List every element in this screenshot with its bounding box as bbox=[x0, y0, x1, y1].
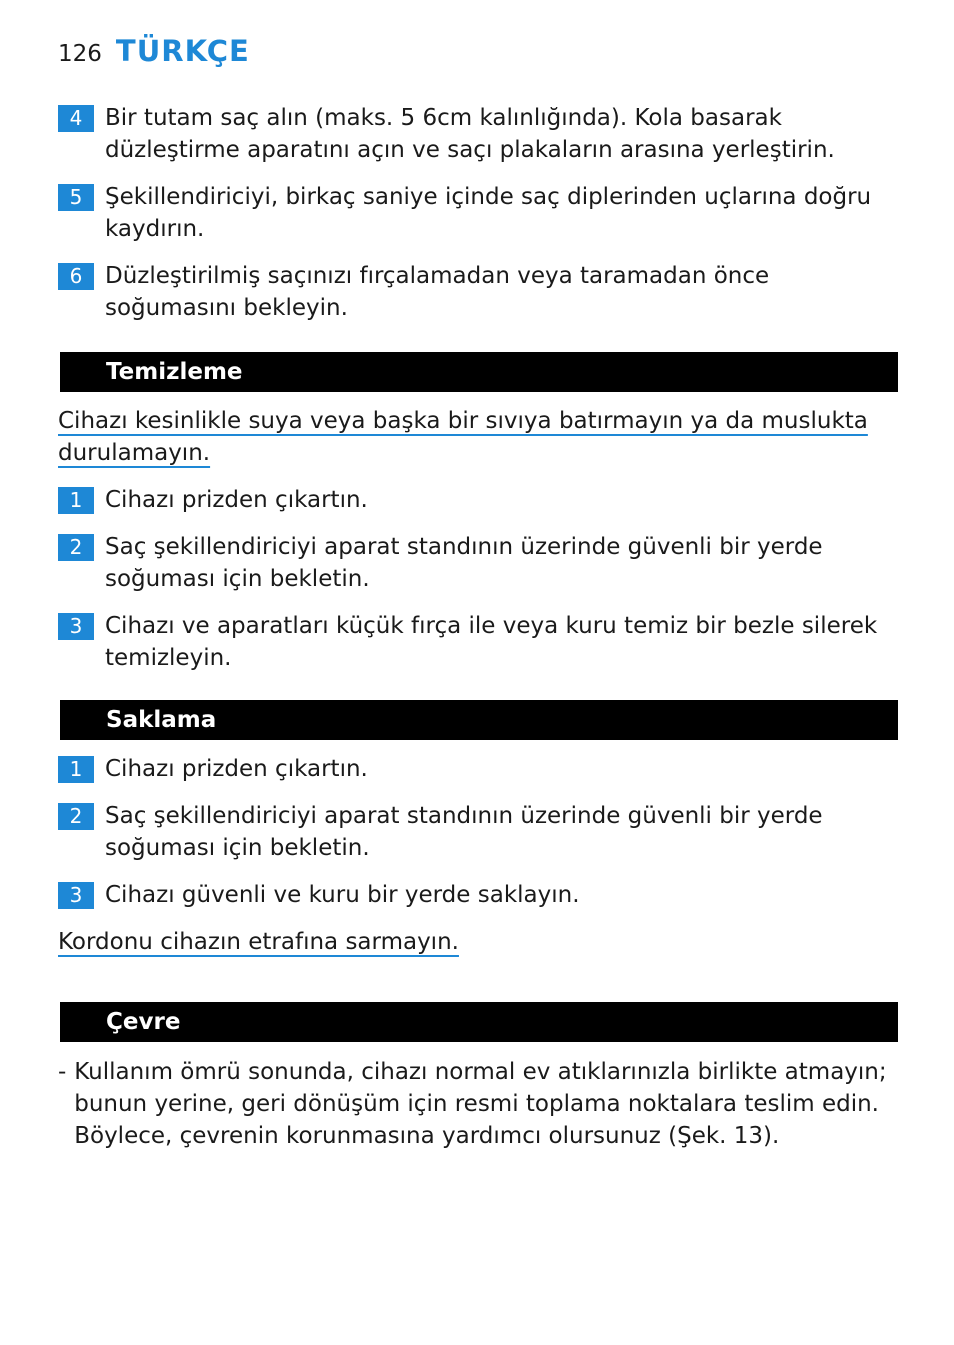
main-content bbox=[58, 102, 898, 1152]
step-item bbox=[58, 531, 898, 595]
step-item bbox=[58, 102, 898, 166]
step-item bbox=[58, 879, 898, 911]
storage-warning: Kordonu cihazın etrafına sarmayın. bbox=[58, 929, 459, 955]
step-number-badge: 3 bbox=[58, 613, 94, 640]
step-text: Saç şekillendiriciyi aparat standının üzerinde güvenli bir yerde soğuması için bekletin. bbox=[105, 534, 823, 592]
page-header bbox=[58, 34, 250, 68]
language-title: TÜRKÇE bbox=[115, 34, 250, 68]
list-bullet: - bbox=[58, 1059, 67, 1085]
section-heading-environment: Çevre bbox=[60, 1002, 898, 1042]
step-item bbox=[58, 753, 898, 785]
section-heading-storage: Saklama bbox=[60, 700, 898, 740]
step-text: Cihazı prizden çıkartın. bbox=[105, 487, 368, 513]
step-number-badge: 5 bbox=[58, 184, 94, 211]
section-heading-cleaning: Temizleme bbox=[60, 352, 898, 392]
step-number-badge: 2 bbox=[58, 534, 94, 561]
step-item bbox=[58, 260, 898, 324]
list-item bbox=[58, 1056, 898, 1152]
step-number-badge: 1 bbox=[58, 756, 94, 783]
step-item bbox=[58, 484, 898, 516]
step-text: Cihazı güvenli ve kuru bir yerde saklayın. bbox=[105, 882, 580, 908]
cleaning-warning: Cihazı kesinlikle suya veya başka bir sıvıya batırmayın ya da muslukta durulamayın. bbox=[58, 408, 868, 466]
step-item bbox=[58, 610, 898, 674]
step-number-badge: 1 bbox=[58, 487, 94, 514]
step-number-badge: 2 bbox=[58, 803, 94, 830]
step-item bbox=[58, 181, 898, 245]
step-text: Cihazı ve aparatları küçük fırça ile veya kuru temiz bir bezle silerek temizleyin. bbox=[105, 613, 878, 671]
step-number-badge: 4 bbox=[58, 105, 94, 132]
step-number-badge: 6 bbox=[58, 263, 94, 290]
step-text: Cihazı prizden çıkartın. bbox=[105, 756, 368, 782]
step-text: Saç şekillendiriciyi aparat standının üzerinde güvenli bir yerde soğuması için bekletin. bbox=[105, 803, 823, 861]
step-item bbox=[58, 800, 898, 864]
step-number-badge: 3 bbox=[58, 882, 94, 909]
step-text: Şekillendiriciyi, birkaç saniye içinde saç diplerinden uçlarına doğru kaydırın. bbox=[105, 184, 872, 242]
step-text: Bir tutam saç alın (maks. 5 6cm kalınlığında). Kola basarak düzleştirme aparatını açın ve saçı plakaların arasına yerleştirin. bbox=[105, 105, 835, 163]
list-item-text: Kullanım ömrü sonunda, cihazı normal ev atıklarınızla birlikte atmayın; bunun yerine, geri dönüşüm için resmi toplama noktalara teslim edin. Böylece, çevrenin korunmasına yardımcı olursunuz (Şek. 13). bbox=[74, 1059, 887, 1149]
page-number: 126 bbox=[58, 41, 102, 67]
step-text: Düzleştirilmiş saçınızı fırçalamadan veya taramadan önce soğumasını bekleyin. bbox=[105, 263, 770, 321]
